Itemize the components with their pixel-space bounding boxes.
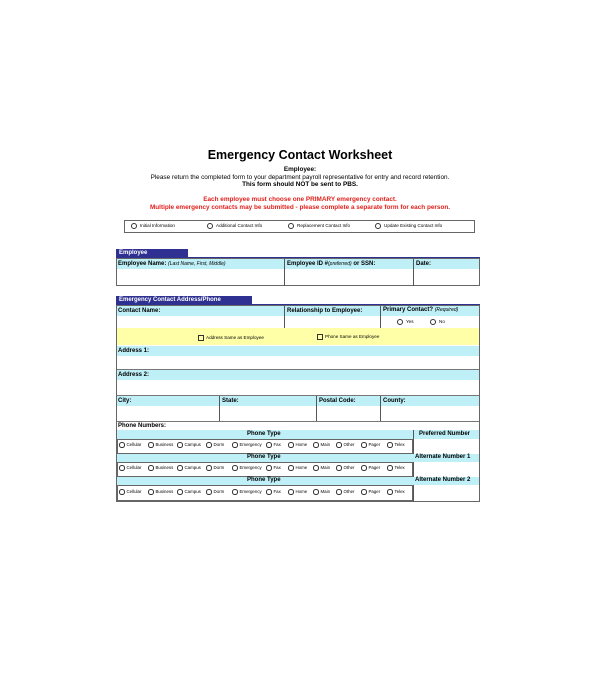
radio-icon[interactable] [288,465,294,471]
employee-id-label: Employee ID #(preferred) or SSN: [287,261,376,267]
contact-name-label: Contact Name: [118,308,161,314]
radio-icon[interactable] [336,465,342,471]
address1-field[interactable] [117,356,479,369]
radio-icon[interactable] [288,489,294,495]
radio-icon[interactable] [313,465,319,471]
relationship-field[interactable] [285,317,380,328]
alternate-number-1-label: Alternate Number 1 [415,454,471,460]
phone-type-label-3: Phone Type [247,477,281,483]
radio-icon[interactable] [148,442,154,448]
phone-type-label-1: Phone Type [247,431,281,437]
phone-type-radio-row-2: Cellular Business Campus Dorm Emergency Fax Home Main Other Pager Telex [118,464,412,472]
checkbox-icon[interactable] [317,334,323,340]
radio-icon[interactable] [361,489,367,495]
radio-icon[interactable] [119,442,125,448]
radio-icon[interactable] [232,442,238,448]
address1-label: Address 1: [118,348,150,354]
instructions-line-2: This form should NOT be sent to PBS. [242,181,358,188]
divider [117,421,479,422]
postal-code-label: Postal Code: [319,398,356,404]
option-initial-information[interactable]: Initial Information [131,223,175,229]
form-title: Emergency Contact Worksheet [207,148,393,162]
city-label: City: [118,398,132,404]
date-label: Date: [416,261,432,267]
submission-type-options [124,220,475,233]
preferred-number-field[interactable] [414,439,479,454]
contact-name-field[interactable] [117,317,284,328]
employee-name-label: Employee Name: (Last Name, First, Middle) [118,261,226,267]
phone-type-radio-row-3: Cellular Business Campus Dorm Emergency Fax Home Main Other Pager Telex [118,488,412,496]
phone-same-checkbox[interactable]: Phone Same as Employee [317,334,379,340]
county-label: County: [383,398,406,404]
radio-icon[interactable] [313,489,319,495]
date-field[interactable] [414,270,479,285]
phone-type-label-2: Phone Type [247,454,281,460]
instructions-line-1: Please return the completed form to your department payroll representative for entry and record retention. [150,173,450,181]
contact-section-tab: Emergency Contact Address/Phone [116,296,252,305]
phone-type-radio-row-1: Cellular Business Campus Dorm Emergency Fax Home Main Other Pager Telex [118,441,412,449]
alternate-number-1-field[interactable] [414,462,479,477]
radio-icon[interactable] [232,465,238,471]
radio-icon[interactable] [266,465,272,471]
address2-label: Address 2: [118,372,150,378]
radio-icon[interactable] [206,489,212,495]
radio-icon[interactable] [361,465,367,471]
radio-icon[interactable] [148,465,154,471]
phone-numbers-label: Phone Numbers: [118,423,167,429]
radio-icon[interactable] [387,442,393,448]
option-additional-contact[interactable]: Additional Contact Info [207,223,262,229]
alternate-number-2-label: Alternate Number 2 [415,477,471,483]
radio-icon[interactable] [119,465,125,471]
radio-icon[interactable] [288,442,294,448]
radio-icon[interactable] [131,223,137,229]
radio-icon[interactable] [288,223,294,229]
radio-icon[interactable] [207,223,213,229]
alternate-number-2-field[interactable] [414,485,479,501]
same-as-employee-row [117,328,479,345]
address-same-checkbox[interactable]: Address Same as Employee [198,335,264,341]
instructions-heading: Employee: [283,166,317,173]
address1-bar [117,346,479,356]
radio-icon[interactable] [313,442,319,448]
radio-icon[interactable] [206,465,212,471]
radio-icon[interactable] [375,223,381,229]
employee-section-tab: Employee [116,249,188,258]
radio-icon[interactable] [387,489,393,495]
divider [380,306,381,328]
postal-code-field[interactable] [317,406,380,421]
radio-icon[interactable] [397,319,403,325]
radio-icon[interactable] [232,489,238,495]
radio-icon[interactable] [206,442,212,448]
state-field[interactable] [220,406,316,421]
checkbox-icon[interactable] [198,335,204,341]
radio-icon[interactable] [361,442,367,448]
option-replacement-contact[interactable]: Replacement Contact Info [288,223,350,229]
state-label: State: [222,398,239,404]
radio-icon[interactable] [266,442,272,448]
address2-bar [117,370,479,380]
preferred-number-label: Preferred Number [419,431,471,437]
radio-icon[interactable] [266,489,272,495]
warning-line-2: Multiple emergency contacts may be submitted - please complete a separate form for each person. [149,203,451,211]
radio-icon[interactable] [177,465,183,471]
primary-yes-option[interactable]: Yes [397,319,414,325]
employee-id-field[interactable] [285,270,413,285]
address2-field[interactable] [117,380,479,395]
city-row-bar [117,396,479,406]
employee-name-field[interactable] [117,270,284,285]
radio-icon[interactable] [336,489,342,495]
county-field[interactable] [381,406,479,421]
radio-icon[interactable] [387,465,393,471]
primary-no-option[interactable]: No [430,319,445,325]
option-update-existing[interactable]: Update Existing Contact Info [375,223,442,229]
relationship-label: Relationship to Employee: [287,308,363,314]
radio-icon[interactable] [336,442,342,448]
radio-icon[interactable] [148,489,154,495]
radio-icon[interactable] [430,319,436,325]
city-field[interactable] [117,406,219,421]
radio-icon[interactable] [119,489,125,495]
primary-contact-label: Primary Contact? (Required) [383,307,459,313]
warning-line-1: Each employee must choose one PRIMARY emergency contact. [203,196,397,203]
radio-icon[interactable] [177,489,183,495]
radio-icon[interactable] [177,442,183,448]
